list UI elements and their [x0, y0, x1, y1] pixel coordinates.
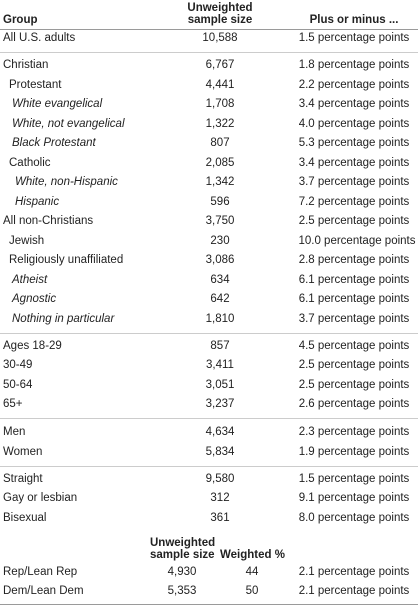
row-sample-size: 1,708 [205, 98, 235, 110]
row-margin: 3.7 percentage points [298, 313, 410, 325]
row-margin: 9.1 percentage points [298, 492, 410, 504]
row-sample-size: 3,051 [205, 379, 235, 391]
row-label: 65+ [3, 398, 23, 410]
row-sample-size: 3,750 [205, 215, 235, 227]
row-margin: 6.1 percentage points [298, 274, 410, 286]
row-margin: 2.5 percentage points [298, 215, 410, 227]
row-label: Jewish [9, 235, 45, 247]
bottom-rule [0, 604, 418, 605]
row-label: 30-49 [3, 359, 33, 371]
row-label: Women [3, 446, 43, 458]
row-margin: 2.6 percentage points [298, 398, 410, 410]
row-sample-size: 1,342 [205, 176, 235, 188]
row-margin: 2.5 percentage points [298, 359, 410, 371]
row-sample-size: 5,834 [205, 446, 235, 458]
divider [0, 418, 418, 419]
row-margin: 10.0 percentage points [298, 235, 416, 247]
divider [0, 52, 418, 53]
row-label: White evangelical [12, 98, 103, 110]
row-margin: 4.0 percentage points [298, 118, 410, 130]
row-margin: 3.7 percentage points [298, 176, 410, 188]
header-rule [0, 29, 418, 30]
row-margin: 2.3 percentage points [298, 426, 410, 438]
row-label: White, non-Hispanic [15, 176, 118, 188]
header-group: Group [3, 14, 38, 26]
row-label: Black Protestant [12, 137, 96, 149]
row-label: Men [3, 426, 26, 438]
row-margin: 1.9 percentage points [298, 446, 410, 458]
divider [0, 466, 418, 467]
row-margin: 2.2 percentage points [298, 79, 410, 91]
row-label: 50-64 [3, 379, 33, 391]
row-sample-size: 4,634 [205, 426, 235, 438]
row-sample-size: 312 [210, 492, 230, 504]
row-label: Nothing in particular [12, 313, 115, 325]
row-sample-size: 5,353 [167, 585, 197, 597]
row-label: Dem/Lean Dem [3, 585, 84, 597]
row-sample-size: 3,237 [205, 398, 235, 410]
row-weighted-pct: 50 [245, 585, 259, 597]
row-label: Bisexual [3, 512, 47, 524]
divider [0, 333, 418, 334]
row-sample-size: 1,322 [205, 118, 235, 130]
row-label: White, not evangelical [12, 118, 125, 130]
row-label: All non-Christians [3, 215, 94, 227]
row-label: Hispanic [15, 196, 60, 208]
row-margin: 3.4 percentage points [298, 98, 410, 110]
row-sample-size: 634 [210, 274, 230, 286]
row-margin: 2.8 percentage points [298, 254, 410, 266]
row-margin: 6.1 percentage points [298, 293, 410, 305]
row-sample-size: 230 [210, 235, 230, 247]
row-label: Christian [3, 59, 49, 71]
row-label: Straight [3, 473, 43, 485]
row-margin: 1.5 percentage points [298, 32, 410, 44]
row-sample-size: 596 [210, 196, 230, 208]
row-margin: 4.5 percentage points [298, 340, 410, 352]
row-sample-size: 10,588 [202, 32, 238, 44]
row-margin: 2.1 percentage points [298, 585, 410, 597]
row-margin: 5.3 percentage points [298, 137, 410, 149]
row-margin: 1.8 percentage points [298, 59, 410, 71]
row-label: Religiously unaffiliated [9, 254, 124, 266]
row-margin: 2.5 percentage points [298, 379, 410, 391]
row-sample-size: 4,930 [167, 566, 197, 578]
party-header-weighted: Weighted % [220, 549, 285, 561]
row-label: Catholic [9, 157, 51, 169]
header-sample-line2: sample size [187, 14, 253, 26]
row-label: Rep/Lean Rep [3, 566, 78, 578]
row-label: Atheist [12, 274, 48, 286]
row-sample-size: 4,441 [205, 79, 235, 91]
party-header-sample-line1: Unweighted [150, 537, 216, 549]
row-sample-size: 6,767 [205, 59, 235, 71]
row-sample-size: 642 [210, 293, 230, 305]
row-sample-size: 1,810 [205, 313, 235, 325]
row-label: Gay or lesbian [3, 492, 78, 504]
row-sample-size: 3,411 [206, 359, 234, 371]
row-sample-size: 857 [210, 340, 230, 352]
party-header-sample-line2: sample size [150, 549, 215, 561]
row-sample-size: 807 [210, 137, 230, 149]
row-label: Ages 18-29 [3, 340, 62, 352]
row-margin: 7.2 percentage points [298, 196, 410, 208]
row-label: All U.S. adults [3, 32, 76, 44]
row-margin: 3.4 percentage points [298, 157, 410, 169]
row-margin: 2.1 percentage points [298, 566, 410, 578]
row-weighted-pct: 44 [245, 566, 259, 578]
row-margin: 8.0 percentage points [298, 512, 410, 524]
row-sample-size: 3,086 [205, 254, 235, 266]
header-sample-line1: Unweighted [187, 2, 253, 14]
row-margin: 1.5 percentage points [298, 473, 410, 485]
row-label: Protestant [9, 79, 62, 91]
row-sample-size: 361 [210, 512, 230, 524]
row-sample-size: 2,085 [205, 157, 235, 169]
header-margin: Plus or minus ... [309, 14, 399, 26]
row-sample-size: 9,580 [205, 473, 235, 485]
row-label: Agnostic [12, 293, 57, 305]
